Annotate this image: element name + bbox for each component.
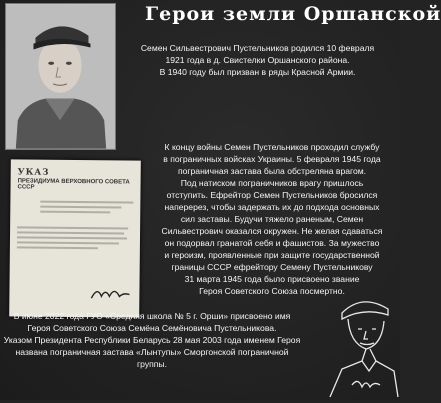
soldier-sketch-drawing — [322, 285, 400, 398]
birth-info-paragraph — [120, 42, 395, 78]
birth-line-3: В 1940 году был призван в ряды Красной Армии. — [159, 67, 356, 77]
story-line: отступить. Ефрейтор Семен Пустельников бросился — [166, 190, 378, 200]
war-story-paragraph — [147, 141, 397, 297]
signature-mark — [89, 284, 131, 302]
story-line: Героя Советского Союза посмертно. — [199, 286, 345, 296]
birth-line-1: Семен Сильвестрович Пустельников родился 10 февраля — [140, 43, 375, 53]
memorial-line: В июне 2022 года ГУО «Средняя школа № 5 г. Орши» присвоено имя — [13, 311, 291, 321]
story-line: Под натиском пограничников врагу пришлось — [180, 178, 364, 188]
portrait-illustration — [6, 4, 115, 149]
portrait-photo — [5, 3, 116, 150]
memorial-line: группы. — [137, 359, 167, 369]
page-title: Герои земли Оршанской — [145, 3, 441, 25]
story-line: и героизм, проявленные при защите государственной — [164, 250, 380, 260]
decree-heading: УКАЗ — [17, 167, 50, 178]
birth-line-2: 1921 года в д. Свистелки Оршанского района. — [165, 55, 350, 65]
story-line: сил заставы. Будучи тяжело раненым, Семен — [180, 214, 364, 224]
memorial-line: Героя Советского Союза Семёна Семёновича Пустельникова. — [27, 323, 277, 333]
decree-text-lines — [17, 200, 133, 213]
decree-document — [9, 159, 141, 317]
story-line: Сильвестрович оказался окружен. Не желая сдаваться — [161, 226, 383, 236]
memorial-line: Указом Президента Республики Беларусь 28 мая 2003 года именем Героя — [3, 335, 301, 345]
story-line: К концу войны Семен Пустельников проходил службу — [164, 142, 380, 152]
soldier-sketch — [322, 285, 400, 398]
story-line: наперерез, чтобы задержать их до подхода основных — [164, 202, 380, 212]
story-line: 31 марта 1945 года было присвоено звание — [184, 274, 360, 284]
story-line: границы СССР ефрейтору Семену Пустельникову — [171, 262, 373, 272]
memorial-paragraph — [2, 310, 302, 370]
memorial-line: названа пограничная застава «Лынтупы» Сморгонской пограничной — [15, 347, 289, 357]
decree-subheading: ПРЕЗИДИУМА ВЕРХОВНОГО СОВЕТА СССР — [17, 178, 130, 191]
story-line: пограничная застава была обстреляна врагом. — [177, 166, 367, 176]
story-line: в пограничных войсках Украины. 5 февраля 1945 года — [163, 154, 381, 164]
story-line: он подорвал гранатой себя и фашистов. За мужество — [164, 238, 380, 248]
decree-body-lines — [17, 226, 133, 249]
